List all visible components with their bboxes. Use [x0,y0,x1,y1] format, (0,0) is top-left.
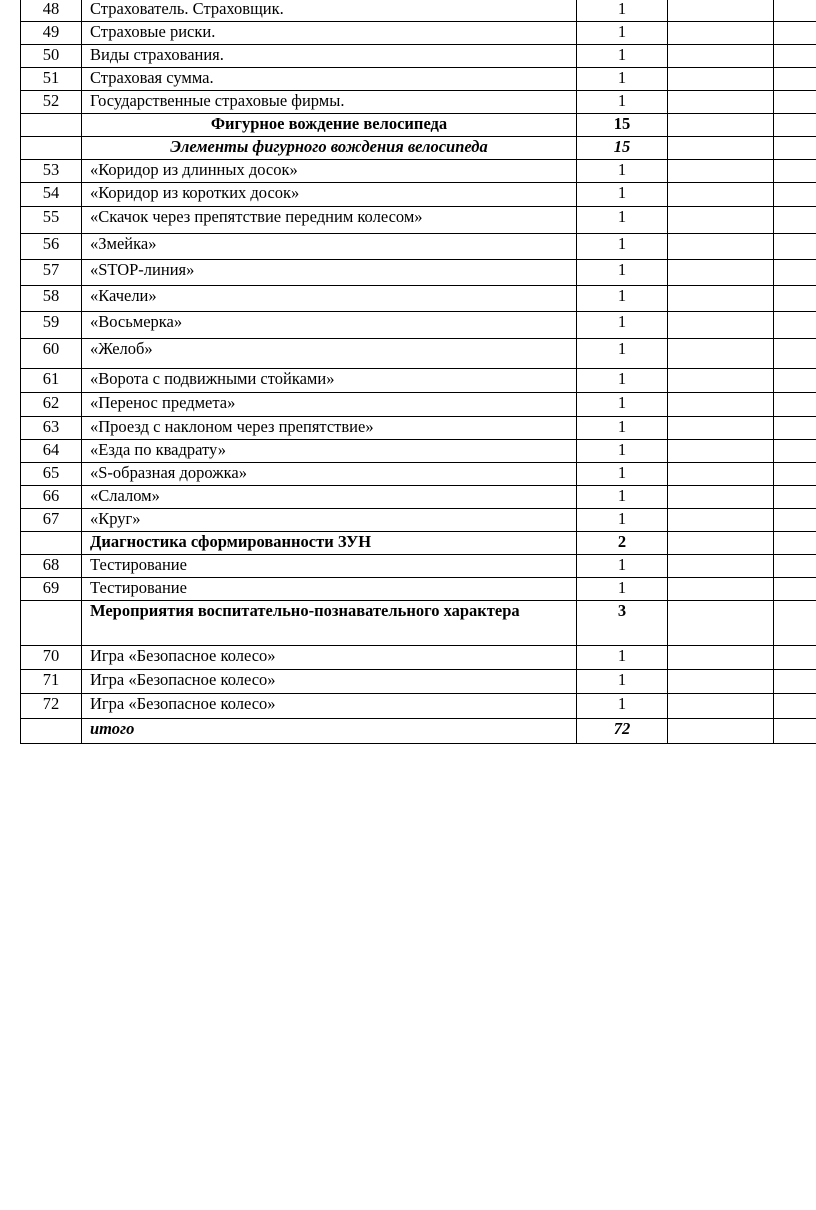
row-topic: «Змейка» [82,234,577,260]
empty-cell [774,417,816,440]
row-hours: 1 [577,486,668,509]
empty-cell [774,369,816,393]
table-row [21,234,816,260]
row-number: 61 [21,369,82,393]
row-hours: 1 [577,369,668,393]
row-topic: «S-образная дорожка» [82,463,577,486]
row-number: 69 [21,578,82,601]
row-hours: 1 [577,578,668,601]
table-row [21,509,816,532]
table-row [21,339,816,369]
table-row [21,114,816,137]
empty-cell [774,260,816,286]
row-number: 56 [21,234,82,260]
table-row [21,207,816,234]
empty-cell [668,207,774,234]
row-hours: 1 [577,670,668,694]
row-hours: 1 [577,183,668,207]
row-topic: Тестирование [82,578,577,601]
row-topic: «Проезд с наклоном через препятствие» [82,417,577,440]
row-hours: 1 [577,463,668,486]
table-row [21,160,816,183]
empty-cell [774,646,816,670]
row-hours: 72 [577,719,668,744]
row-topic: «Качели» [82,286,577,312]
empty-cell [668,260,774,286]
row-topic: «Перенос предмета» [82,393,577,417]
empty-cell [774,68,816,91]
row-number: 55 [21,207,82,234]
empty-cell [774,286,816,312]
row-topic: «Ворота с подвижными стойками» [82,369,577,393]
row-hours: 1 [577,0,668,22]
row-number: 70 [21,646,82,670]
row-topic: «Слалом» [82,486,577,509]
empty-cell [668,137,774,160]
row-hours: 1 [577,339,668,369]
row-hours: 2 [577,532,668,555]
empty-cell [668,555,774,578]
empty-cell [774,0,816,22]
table-row [21,286,816,312]
empty-cell [668,719,774,744]
empty-cell [668,440,774,463]
row-topic: Страхователь. Страховщик. [82,0,577,22]
empty-cell [774,137,816,160]
empty-cell [774,509,816,532]
table-row [21,719,816,744]
row-topic: «Круг» [82,509,577,532]
row-number: 63 [21,417,82,440]
row-topic: «Скачок через препятствие передним колесом» [82,207,577,234]
table-row [21,91,816,114]
empty-cell [668,578,774,601]
empty-cell [774,114,816,137]
table-row [21,646,816,670]
row-topic: Тестирование [82,555,577,578]
table-row [21,694,816,719]
row-number: 53 [21,160,82,183]
empty-cell [668,509,774,532]
row-topic: «Желоб» [82,339,577,369]
row-hours: 1 [577,555,668,578]
row-hours: 1 [577,694,668,719]
empty-cell [774,670,816,694]
empty-cell [774,393,816,417]
row-number: 68 [21,555,82,578]
empty-cell [668,160,774,183]
empty-cell [774,91,816,114]
empty-cell [668,0,774,22]
empty-cell [774,160,816,183]
row-number [21,137,82,160]
table-row [21,68,816,91]
row-topic: «Коридор из коротких досок» [82,183,577,207]
empty-cell [668,417,774,440]
row-hours: 1 [577,45,668,68]
table-row [21,440,816,463]
row-number: 59 [21,312,82,339]
row-hours: 1 [577,312,668,339]
table-row [21,463,816,486]
table-row [21,555,816,578]
row-number: 71 [21,670,82,694]
row-number: 57 [21,260,82,286]
table-row [21,22,816,45]
empty-cell [668,646,774,670]
table-row [21,183,816,207]
row-topic: «Езда по квадрату» [82,440,577,463]
row-hours: 1 [577,22,668,45]
empty-cell [668,234,774,260]
row-topic: «Восьмерка» [82,312,577,339]
row-number: 58 [21,286,82,312]
row-number [21,719,82,744]
table-row [21,0,816,22]
empty-cell [668,68,774,91]
empty-cell [668,369,774,393]
empty-cell [668,694,774,719]
row-number: 67 [21,509,82,532]
table-row [21,601,816,646]
row-number: 48 [21,0,82,22]
table-row [21,532,816,555]
row-number: 60 [21,339,82,369]
empty-cell [774,234,816,260]
empty-cell [774,601,816,646]
empty-cell [668,114,774,137]
empty-cell [668,463,774,486]
empty-cell [668,532,774,555]
row-topic: Игра «Безопасное колесо» [82,646,577,670]
row-hours: 1 [577,91,668,114]
empty-cell [774,207,816,234]
row-number: 49 [21,22,82,45]
row-number: 52 [21,91,82,114]
row-topic: Мероприятия воспитательно-познавательного характера [82,601,577,646]
row-hours: 1 [577,417,668,440]
empty-cell [774,578,816,601]
row-topic: Фигурное вождение велосипеда [82,114,577,137]
table-row [21,45,816,68]
row-number: 72 [21,694,82,719]
row-topic: итого [82,719,577,744]
row-topic: Виды страхования. [82,45,577,68]
table-row [21,260,816,286]
table-row [21,417,816,440]
row-number: 50 [21,45,82,68]
empty-cell [668,486,774,509]
row-number [21,601,82,646]
empty-cell [774,463,816,486]
row-hours: 1 [577,68,668,91]
empty-cell [668,670,774,694]
row-topic: Игра «Безопасное колесо» [82,694,577,719]
empty-cell [774,312,816,339]
row-number: 64 [21,440,82,463]
row-hours: 1 [577,440,668,463]
empty-cell [774,22,816,45]
empty-cell [774,339,816,369]
row-number: 65 [21,463,82,486]
row-topic: «Коридор из длинных досок» [82,160,577,183]
table-body [21,0,816,744]
row-number [21,532,82,555]
empty-cell [774,555,816,578]
empty-cell [668,286,774,312]
row-number: 51 [21,68,82,91]
empty-cell [668,45,774,68]
row-hours: 1 [577,207,668,234]
empty-cell [774,45,816,68]
row-topic: Страховые риски. [82,22,577,45]
table-row [21,369,816,393]
row-topic: Игра «Безопасное колесо» [82,670,577,694]
row-topic: Элементы фигурного вождения велосипеда [82,137,577,160]
table-row [21,312,816,339]
row-hours: 1 [577,393,668,417]
empty-cell [774,719,816,744]
table-row [21,393,816,417]
row-number: 62 [21,393,82,417]
empty-cell [668,183,774,207]
row-hours: 1 [577,160,668,183]
row-topic: «STOP-линия» [82,260,577,286]
row-number [21,114,82,137]
table-row [21,670,816,694]
row-hours: 1 [577,234,668,260]
empty-cell [668,312,774,339]
row-hours: 1 [577,509,668,532]
row-topic: Диагностика сформированности ЗУН [82,532,577,555]
row-number: 54 [21,183,82,207]
empty-cell [668,601,774,646]
empty-cell [668,339,774,369]
empty-cell [668,393,774,417]
empty-cell [774,532,816,555]
table-row [21,137,816,160]
curriculum-table [20,0,816,744]
row-hours: 1 [577,646,668,670]
empty-cell [774,694,816,719]
row-number: 66 [21,486,82,509]
row-hours: 3 [577,601,668,646]
row-hours: 1 [577,286,668,312]
empty-cell [668,22,774,45]
empty-cell [774,183,816,207]
row-topic: Страховая сумма. [82,68,577,91]
table-row [21,486,816,509]
row-hours: 15 [577,137,668,160]
empty-cell [774,486,816,509]
table-row [21,578,816,601]
row-hours: 1 [577,260,668,286]
empty-cell [668,91,774,114]
row-hours: 15 [577,114,668,137]
empty-cell [774,440,816,463]
row-topic: Государственные страховые фирмы. [82,91,577,114]
